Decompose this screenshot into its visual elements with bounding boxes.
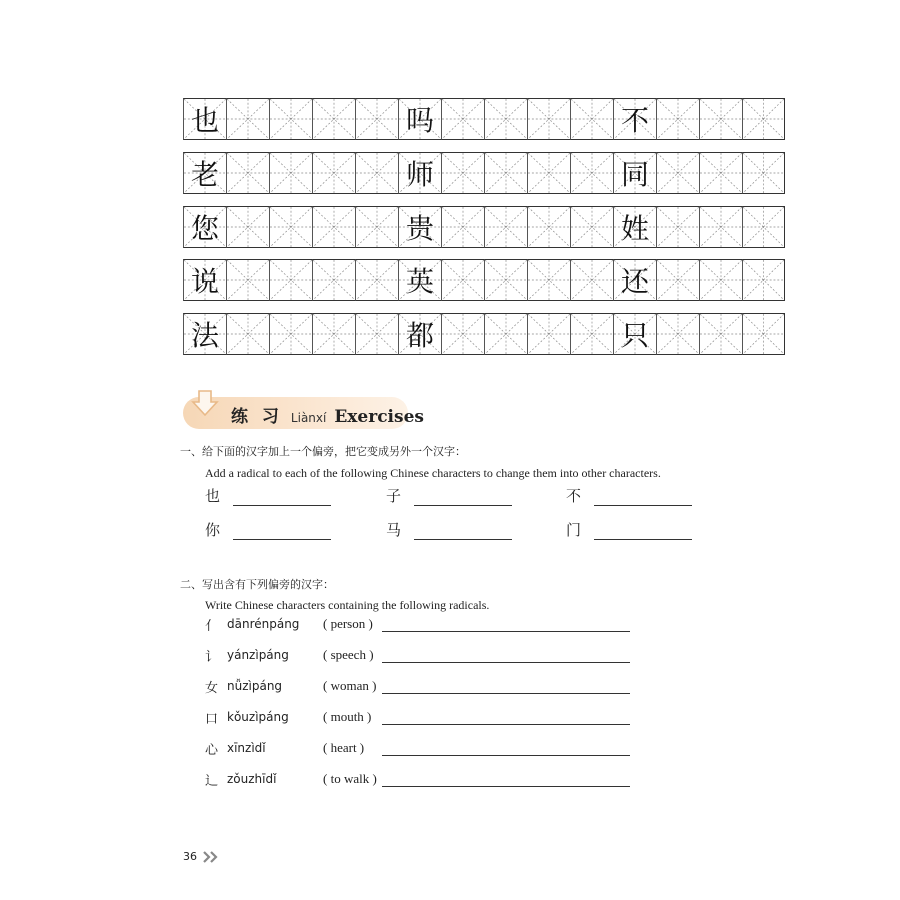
model-character-cell: [183, 206, 226, 248]
practice-cell[interactable]: [527, 98, 570, 140]
radical-pinyin: yánzìpáng: [227, 648, 289, 662]
mi-grid-guide: [485, 207, 527, 247]
answer-line[interactable]: [382, 661, 630, 663]
radical: 讠: [205, 649, 219, 665]
answer-line[interactable]: [382, 754, 630, 756]
model-character: 同: [620, 158, 649, 191]
practice-cell[interactable]: [699, 98, 742, 140]
answer-line[interactable]: [382, 785, 630, 787]
exercise1-char: 你: [205, 521, 221, 539]
radical-pinyin: zǒuzhīdǐ: [227, 772, 277, 786]
practice-cell[interactable]: [312, 98, 355, 140]
model-character-cell: [613, 152, 656, 194]
answer-blank[interactable]: [414, 523, 512, 540]
mi-grid-guide: [657, 260, 699, 300]
radical-pinyin: kǒuzìpáng: [227, 710, 289, 724]
practice-cell[interactable]: [226, 206, 269, 248]
practice-row: [183, 152, 785, 194]
model-character: 说: [190, 265, 219, 298]
practice-cell[interactable]: [656, 313, 699, 355]
model-character-cell: [613, 313, 656, 355]
mi-grid-guide: [313, 153, 355, 193]
exercise1-item: [566, 520, 692, 540]
mi-grid-guide: [313, 207, 355, 247]
answer-blank[interactable]: [233, 523, 331, 540]
practice-cell[interactable]: [699, 206, 742, 248]
practice-cell[interactable]: [570, 259, 613, 301]
practice-row: [183, 98, 785, 140]
practice-cell[interactable]: [226, 152, 269, 194]
practice-row: [183, 313, 785, 355]
mi-grid-guide: [356, 153, 398, 193]
practice-cell[interactable]: [484, 313, 527, 355]
practice-cell[interactable]: [226, 313, 269, 355]
practice-cell[interactable]: [269, 313, 312, 355]
exercise1-item: [386, 520, 512, 540]
section-title-zh: 练 习: [231, 407, 283, 427]
radical: 女: [205, 680, 219, 696]
model-character-cell: [398, 259, 441, 301]
radical-meaning: ( to walk ): [323, 771, 377, 786]
exercise2-row: [205, 676, 405, 696]
practice-cell[interactable]: [226, 259, 269, 301]
exercise1-char: 门: [566, 521, 582, 539]
model-character: 贵: [405, 212, 434, 245]
practice-cell[interactable]: [269, 206, 312, 248]
model-character: 英: [405, 265, 434, 298]
practice-cell[interactable]: [699, 152, 742, 194]
radical: 口: [205, 711, 219, 727]
double-chevron-right-icon: [203, 851, 221, 863]
practice-cell[interactable]: [527, 313, 570, 355]
mi-grid-guide: [270, 207, 312, 247]
practice-cell[interactable]: [484, 259, 527, 301]
mi-grid-guide: [528, 207, 570, 247]
practice-cell[interactable]: [570, 152, 613, 194]
answer-line[interactable]: [382, 630, 630, 632]
mi-grid-guide: [270, 99, 312, 139]
mi-grid-guide: [356, 260, 398, 300]
practice-cell[interactable]: [570, 98, 613, 140]
mi-grid-guide: [571, 314, 613, 354]
practice-cell[interactable]: [269, 152, 312, 194]
practice-cell[interactable]: [570, 206, 613, 248]
practice-cell[interactable]: [656, 206, 699, 248]
mi-grid-guide: [356, 314, 398, 354]
mi-grid-guide: [700, 99, 742, 139]
mi-grid-guide: [442, 153, 484, 193]
radical-meaning: ( speech ): [323, 647, 374, 662]
practice-cell[interactable]: [742, 152, 785, 194]
mi-grid-guide: [743, 314, 784, 354]
mi-grid-guide: [743, 99, 784, 139]
model-character: 师: [405, 158, 434, 191]
practice-cell[interactable]: [355, 206, 398, 248]
practice-cell[interactable]: [484, 152, 527, 194]
practice-row: [183, 206, 785, 248]
practice-cell[interactable]: [355, 152, 398, 194]
practice-cell[interactable]: [742, 313, 785, 355]
section-title-pinyin: Liànxí: [290, 411, 327, 425]
mi-grid-guide: [227, 153, 269, 193]
model-character-cell: [398, 98, 441, 140]
radical: 辶: [205, 773, 219, 789]
mi-grid-guide: [227, 314, 269, 354]
exercise1-item: [205, 520, 331, 540]
practice-cell[interactable]: [312, 313, 355, 355]
practice-cell[interactable]: [484, 206, 527, 248]
model-character: 都: [405, 319, 434, 352]
radical-pinyin: dānrénpáng: [227, 617, 300, 631]
practice-cell[interactable]: [355, 259, 398, 301]
practice-cell[interactable]: [699, 313, 742, 355]
mi-grid-guide: [485, 99, 527, 139]
answer-blank[interactable]: [594, 489, 692, 506]
mi-grid-guide: [442, 99, 484, 139]
exercise2-instruction-en: Write Chinese characters containing the following radicals.: [205, 598, 490, 612]
mi-grid-guide: [743, 207, 784, 247]
practice-cell[interactable]: [312, 152, 355, 194]
practice-cell[interactable]: [269, 98, 312, 140]
mi-grid-guide: [657, 314, 699, 354]
answer-line[interactable]: [382, 723, 630, 725]
model-character-cell: [398, 206, 441, 248]
answer-blank[interactable]: [594, 523, 692, 540]
mi-grid-guide: [485, 260, 527, 300]
mi-grid-guide: [485, 153, 527, 193]
practice-cell[interactable]: [484, 98, 527, 140]
practice-cell[interactable]: [226, 98, 269, 140]
radical-meaning: ( woman ): [323, 678, 377, 693]
practice-cell[interactable]: [527, 259, 570, 301]
mi-grid-guide: [528, 153, 570, 193]
practice-cell[interactable]: [570, 313, 613, 355]
exercise1-item: [566, 486, 692, 506]
model-character-cell: [183, 152, 226, 194]
practice-cell[interactable]: [312, 259, 355, 301]
exercise1-item: [205, 486, 331, 506]
mi-grid-guide: [657, 207, 699, 247]
mi-grid-guide: [270, 314, 312, 354]
model-character: 不: [620, 104, 649, 137]
practice-row: [183, 259, 785, 301]
practice-cell[interactable]: [656, 152, 699, 194]
exercise1-char: 马: [386, 521, 402, 539]
page-number: 36: [183, 850, 197, 863]
model-character-cell: [398, 152, 441, 194]
answer-blank[interactable]: [414, 489, 512, 506]
exercise2-row: [205, 645, 405, 665]
mi-grid-guide: [356, 207, 398, 247]
mi-grid-guide: [442, 314, 484, 354]
exercise2-row: [205, 707, 405, 727]
mi-grid-guide: [700, 314, 742, 354]
model-character: 只: [620, 319, 649, 352]
page-footer: [183, 850, 221, 863]
mi-grid-guide: [442, 207, 484, 247]
section-title-en: Exercises: [334, 407, 424, 427]
mi-grid-guide: [227, 260, 269, 300]
mi-grid-guide: [700, 260, 742, 300]
mi-grid-guide: [485, 314, 527, 354]
model-character-cell: [183, 259, 226, 301]
exercise2-row: [205, 738, 405, 758]
radical-meaning: ( person ): [323, 616, 373, 631]
mi-grid-guide: [700, 207, 742, 247]
mi-grid-guide: [313, 99, 355, 139]
mi-grid-guide: [313, 260, 355, 300]
exercise1-instruction-zh: 一、给下面的汉字加上一个偏旁，把它变成另外一个汉字：: [180, 445, 466, 458]
mi-grid-guide: [743, 153, 784, 193]
mi-grid-guide: [313, 314, 355, 354]
practice-cell[interactable]: [312, 206, 355, 248]
mi-grid-guide: [700, 153, 742, 193]
model-character: 法: [190, 319, 219, 352]
practice-cell[interactable]: [527, 152, 570, 194]
mi-grid-guide: [528, 314, 570, 354]
radical: 心: [205, 742, 219, 758]
mi-grid-guide: [571, 99, 613, 139]
exercise2-instruction-zh: 二、写出含有下列偏旁的汉字：: [180, 578, 334, 591]
mi-grid-guide: [270, 260, 312, 300]
mi-grid-guide: [356, 99, 398, 139]
model-character: 姓: [620, 212, 649, 245]
model-character-cell: [613, 259, 656, 301]
model-character: 也: [190, 104, 219, 137]
model-character: 吗: [405, 104, 434, 137]
exercise1-char: 子: [386, 487, 402, 505]
mi-grid-guide: [657, 99, 699, 139]
answer-line[interactable]: [382, 692, 630, 694]
model-character-cell: [613, 206, 656, 248]
exercise1-item: [386, 486, 512, 506]
practice-cell[interactable]: [441, 152, 484, 194]
model-character: 老: [190, 158, 219, 191]
model-character-cell: [398, 313, 441, 355]
practice-cell[interactable]: [269, 259, 312, 301]
practice-cell[interactable]: [441, 259, 484, 301]
practice-cell[interactable]: [441, 206, 484, 248]
practice-cell[interactable]: [742, 98, 785, 140]
mi-grid-guide: [528, 99, 570, 139]
mi-grid-guide: [657, 153, 699, 193]
exercise1-instruction-en: Add a radical to each of the following Chinese characters to change them into other characters.: [205, 466, 661, 480]
mi-grid-guide: [571, 153, 613, 193]
practice-cell[interactable]: [441, 313, 484, 355]
practice-cell[interactable]: [656, 98, 699, 140]
mi-grid-guide: [442, 260, 484, 300]
mi-grid-guide: [227, 99, 269, 139]
section-title: [231, 402, 424, 426]
radical-pinyin: nǚzìpáng: [227, 679, 283, 693]
exercise1-char: 不: [566, 487, 582, 505]
mi-grid-guide: [270, 153, 312, 193]
radical-meaning: ( heart ): [323, 740, 365, 755]
mi-grid-guide: [743, 260, 784, 300]
practice-cell[interactable]: [441, 98, 484, 140]
mi-grid-guide: [528, 260, 570, 300]
exercise1-char: 也: [205, 487, 221, 505]
practice-cell[interactable]: [355, 98, 398, 140]
exercise2-row: [205, 614, 405, 634]
practice-cell[interactable]: [355, 313, 398, 355]
exercise2-row: [205, 769, 405, 789]
practice-cell[interactable]: [742, 206, 785, 248]
mi-grid-guide: [227, 207, 269, 247]
model-character-cell: [613, 98, 656, 140]
radical-meaning: ( mouth ): [323, 709, 372, 724]
model-character: 您: [190, 212, 219, 245]
radical: 亻: [205, 618, 219, 634]
mi-grid-guide: [571, 260, 613, 300]
practice-cell[interactable]: [742, 259, 785, 301]
model-character-cell: [183, 98, 226, 140]
practice-cell[interactable]: [527, 206, 570, 248]
model-character: 还: [620, 265, 649, 298]
model-character-cell: [183, 313, 226, 355]
practice-cell[interactable]: [699, 259, 742, 301]
answer-blank[interactable]: [233, 489, 331, 506]
practice-cell[interactable]: [656, 259, 699, 301]
radical-pinyin: xīnzìdǐ: [227, 741, 266, 755]
down-arrow-icon: [190, 389, 220, 419]
mi-grid-guide: [571, 207, 613, 247]
